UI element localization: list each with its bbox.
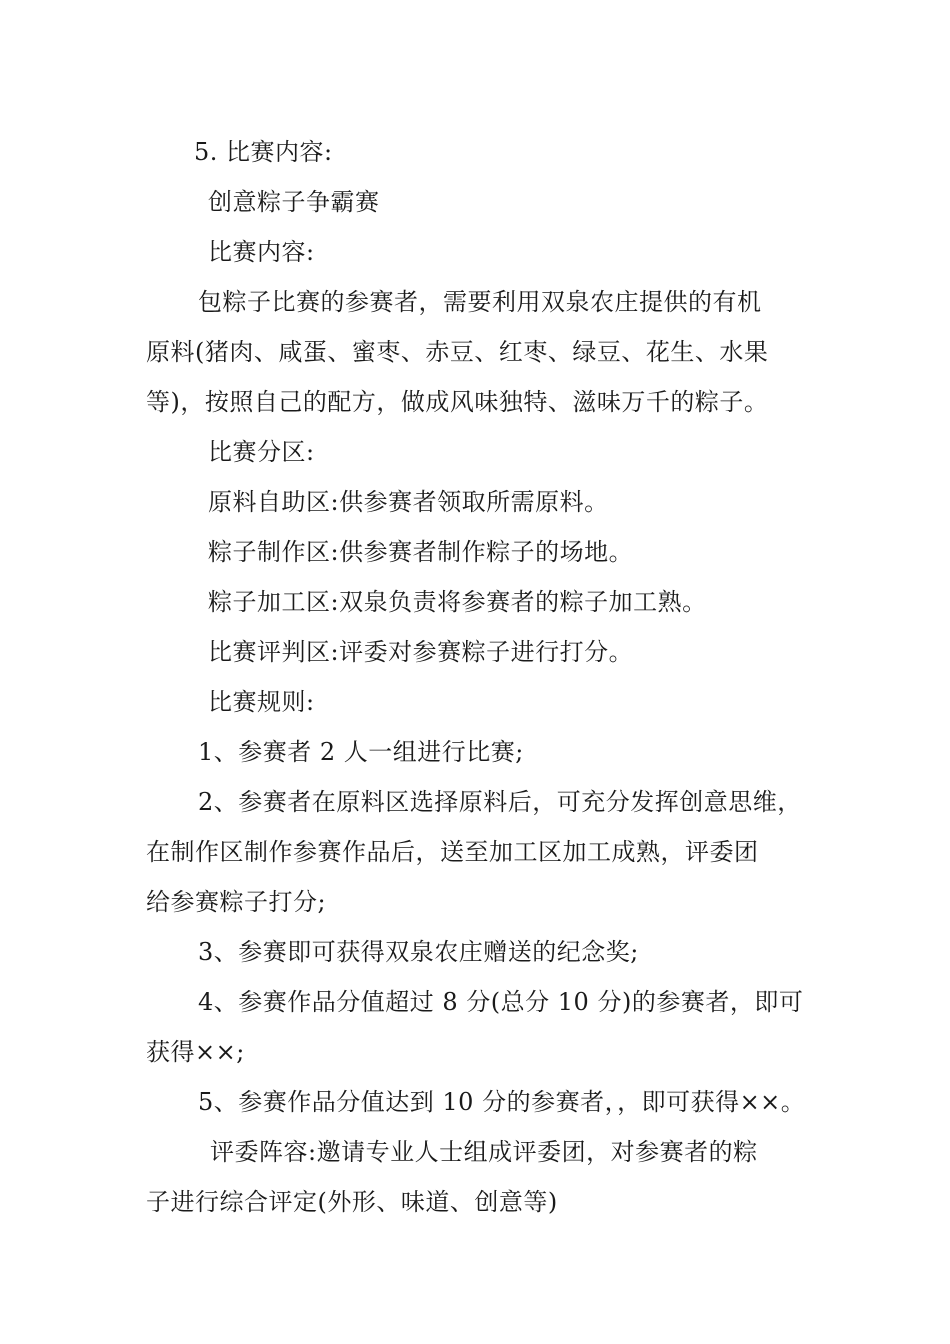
content-paragraph-line: 原料(猪肉、咸蛋、蜜枣、赤豆、红枣、绿豆、花生、水果 [146, 338, 769, 366]
jury-paragraph-line: 子进行综合评定(外形、味道、创意等) [146, 1188, 558, 1216]
document-body [146, 127, 810, 1227]
zones-label: 比赛分区: [208, 438, 315, 466]
section-title: 5. 比赛内容: [194, 138, 333, 166]
content-paragraph-line: 等)，按照自己的配方，做成风味独特、滋味万千的粽子。 [146, 388, 769, 416]
zone-item: 粽子制作区:供参赛者制作粽子的场地。 [208, 538, 634, 566]
zone-item: 粽子加工区:双泉负责将参赛者的粽子加工熟。 [208, 588, 707, 616]
rule-item: 4、参赛作品分值超过 8 分(总分 10 分)的参赛者，即可 [198, 988, 804, 1016]
rule-item: 2、参赛者在原料区选择原料后，可充分发挥创意思维， [198, 788, 802, 816]
content-paragraph-line: 包粽子比赛的参赛者，需要利用双泉农庄提供的有机 [198, 288, 762, 316]
zone-item: 原料自助区:供参赛者领取所需原料。 [208, 488, 609, 516]
rule-item: 5、参赛作品分值达到 10 分的参赛者，，即可获得××。 [198, 1088, 806, 1116]
content-label: 比赛内容: [208, 238, 315, 266]
rule-item-continuation: 给参赛粽子打分; [146, 888, 327, 916]
rule-item: 3、参赛即可获得双泉农庄赠送的纪念奖; [198, 938, 639, 966]
rule-item: 1、参赛者 2 人一组进行比赛; [198, 738, 524, 766]
rule-item-continuation: 获得××; [146, 1038, 245, 1066]
competition-name: 创意粽子争霸赛 [208, 188, 380, 216]
jury-paragraph-line: 评委阵容:邀请专业人士组成评委团，对参赛者的粽 [210, 1138, 758, 1166]
rule-item-continuation: 在制作区制作参赛作品后，送至加工区加工成熟，评委团 [146, 838, 759, 866]
zone-item: 比赛评判区:评委对参赛粽子进行打分。 [208, 638, 634, 666]
rules-label: 比赛规则: [208, 688, 315, 716]
